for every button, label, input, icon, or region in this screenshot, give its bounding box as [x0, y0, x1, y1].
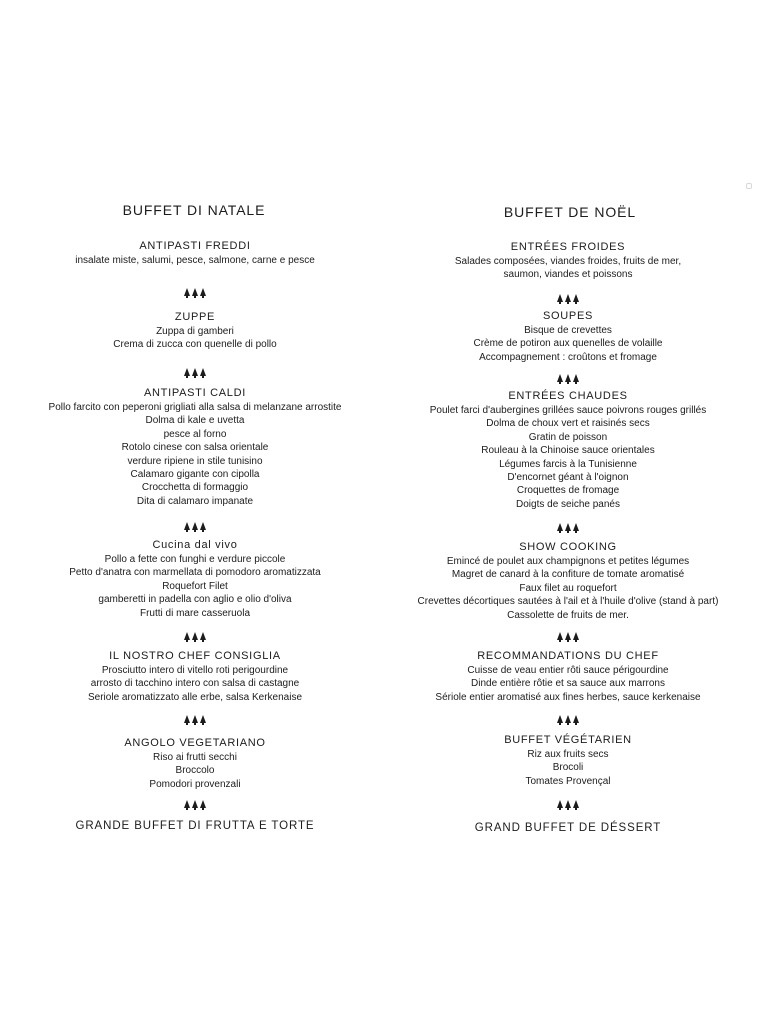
menu-item: Magret de canard à la confiture de tomate aromatisé	[451, 569, 685, 581]
menu-item: Pomodori provenzali	[149, 778, 241, 790]
menu-item: Calamaro gigante con cipolla	[130, 469, 260, 481]
section-entrees-froides	[398, 241, 738, 282]
menu-item: Crevettes décortiques sautées à l'ail et à l'huile d'olive (stand à part)	[417, 596, 719, 608]
fir-tree-icon	[184, 288, 190, 296]
fir-tree-icon	[557, 715, 563, 723]
tree-divider	[398, 370, 738, 382]
section-grand-buffet-dessert	[398, 822, 738, 836]
section-buffet-vegetarien	[398, 734, 738, 788]
fir-tree-icon	[557, 294, 563, 302]
menu-item: Gratin de poisson	[528, 431, 608, 443]
fir-tree-icon	[192, 368, 198, 376]
fir-tree-icon	[184, 715, 190, 723]
section-title: ZUPPE	[174, 311, 216, 323]
fir-tree-icon	[573, 523, 579, 531]
fir-tree-icon	[573, 374, 579, 382]
fir-tree-icon	[573, 715, 579, 723]
fir-tree-icon	[200, 288, 206, 296]
fir-tree-icon	[200, 715, 206, 723]
menu-item: Dolma di kale e uvetta	[145, 415, 245, 427]
tree-divider	[30, 284, 360, 296]
tree-divider	[398, 628, 738, 640]
fir-tree-icon	[573, 632, 579, 640]
fir-tree-icon	[184, 800, 190, 808]
menu-item: Bisque de crevettes	[524, 325, 612, 336]
menu-item: Frutti di mare casseruola	[139, 607, 251, 619]
menu-item: Légumes farcis à la Tunisienne	[499, 458, 637, 470]
section-title: RECOMMANDATIONS DU CHEF	[477, 650, 659, 662]
section-recommandations-chef	[398, 650, 738, 704]
section-entrees-chaudes	[398, 390, 738, 511]
fir-tree-icon	[565, 800, 571, 808]
fir-tree-icon	[184, 368, 190, 376]
fir-tree-icon	[557, 374, 563, 382]
menu-item: Pollo farcito con peperoni grigliati alla salsa di melanzane arrostite	[48, 402, 342, 413]
fir-tree-icon	[200, 522, 206, 530]
tree-divider	[30, 711, 360, 723]
menu-item: Cuisse de veau entier rôti sauce périgourdine	[467, 665, 669, 676]
fir-tree-icon	[192, 715, 198, 723]
section-title: SOUPES	[542, 310, 594, 322]
section-show-cooking	[398, 541, 738, 622]
section-chef-consiglia	[30, 650, 360, 704]
menu-item: Croquettes de fromage	[516, 485, 620, 497]
fir-tree-icon	[565, 632, 571, 640]
section-cucina-dal-vivo	[30, 539, 360, 620]
menu-item: Emincé de poulet aux champignons et petites légumes	[446, 556, 690, 567]
menu-item: Rouleau à la Chinoise sauce orientales	[481, 445, 655, 457]
section-soupes	[398, 310, 738, 364]
menu-item: Riz aux fruits secs	[527, 749, 609, 760]
menu-item: Dinde entière rôtie et sa sauce aux marrons	[471, 678, 665, 690]
menu-item: Dita di calamaro impanate	[136, 495, 254, 507]
fir-tree-icon	[192, 800, 198, 808]
fir-tree-icon	[557, 632, 563, 640]
fir-tree-icon	[557, 523, 563, 531]
page-corner-mark	[746, 183, 752, 189]
tree-divider	[398, 711, 738, 723]
menu-item: Poulet farci d'aubergines grillées sauce poivrons rouges grillés	[429, 405, 707, 416]
tree-divider	[30, 796, 360, 808]
menu-item: Doigts de seiche panés	[516, 498, 620, 510]
menu-item: Rotolo cinese con salsa orientale	[121, 442, 269, 454]
fir-tree-icon	[573, 800, 579, 808]
section-title: GRAND BUFFET DE DÉSSERT	[474, 822, 662, 834]
menu-item: Sériole entier aromatisé aux fines herbes, sauce kerkenaise	[435, 691, 701, 703]
section-title: SHOW COOKING	[519, 541, 617, 553]
section-title: ANGOLO VEGETARIANO	[124, 737, 266, 749]
fir-tree-icon	[565, 523, 571, 531]
menu-item: D'encornet géant à l'oignon	[507, 472, 629, 484]
fir-tree-icon	[565, 715, 571, 723]
menu-item: insalate miste, salumi, pesce, salmone, carne e pesce	[75, 255, 315, 266]
fir-tree-icon	[192, 632, 198, 640]
fir-tree-icon	[184, 522, 190, 530]
menu-item: Cassolette de fruits de mer.	[507, 609, 629, 621]
menu-item: Crocchetta di formaggio	[141, 482, 249, 494]
menu-item: Roquefort Filet	[162, 580, 228, 592]
menu-item: Faux filet au roquefort	[519, 582, 617, 594]
menu-item: Petto d'anatra con marmellata di pomodoro aromatizzata	[69, 567, 321, 579]
menu-item: Tomates Provençal	[525, 775, 611, 787]
fir-tree-icon	[565, 374, 571, 382]
menu-item: Seriole aromatizzato alle erbe, salsa Kerkenaise	[88, 691, 302, 703]
section-title: GRANDE BUFFET DI FRUTTA E TORTE	[75, 820, 315, 832]
menu-item: Prosciutto intero di vitello roti perigourdine	[101, 665, 289, 676]
tree-divider	[398, 519, 738, 531]
section-title: BUFFET VÉGÉTARIEN	[504, 734, 632, 746]
section-zuppe	[30, 311, 360, 352]
tree-divider	[398, 796, 738, 808]
section-title: ANTIPASTI CALDI	[144, 387, 246, 399]
fir-tree-icon	[200, 800, 206, 808]
section-buffet-frutta-torte	[30, 820, 360, 834]
section-antipasti-caldi	[30, 387, 360, 508]
fir-tree-icon	[573, 294, 579, 302]
menu-item: Crema di zucca con quenelle di pollo	[113, 339, 277, 351]
menu-item: Salades composées, viandes froides, fruits de mer,	[454, 256, 682, 267]
tree-divider	[30, 628, 360, 640]
section-angolo-vegetariano	[30, 737, 360, 791]
fir-tree-icon	[557, 800, 563, 808]
fir-tree-icon	[200, 368, 206, 376]
section-title: ENTRÉES CHAUDES	[508, 390, 628, 402]
italian-menu-title: BUFFET DI NATALE	[122, 202, 266, 218]
menu-item: Riso ai frutti secchi	[153, 752, 237, 763]
fir-tree-icon	[200, 632, 206, 640]
menu-item: verdure ripiene in stile tunisino	[127, 455, 263, 467]
menu-item: pesce al forno	[163, 428, 227, 440]
section-title: ENTRÉES FROIDES	[510, 241, 626, 253]
menu-item: Broccolo	[175, 765, 215, 777]
menu-item: gamberetti in padella con aglio e olio d'oliva	[98, 594, 292, 606]
tree-divider	[30, 364, 360, 376]
menu-item: Zuppa di gamberi	[156, 326, 234, 337]
section-antipasti-freddi	[30, 240, 360, 267]
menu-item: saumon, viandes et poissons	[503, 269, 633, 281]
menu-item: arrosto di tacchino intero con salsa di castagne	[90, 678, 300, 690]
menu-item: Brocoli	[552, 762, 584, 774]
tree-divider	[398, 290, 738, 302]
menu-item: Pollo a fette con funghi e verdure piccole	[104, 554, 286, 565]
fir-tree-icon	[184, 632, 190, 640]
fir-tree-icon	[565, 294, 571, 302]
menu-item: Dolma de choux vert et raisinés secs	[486, 418, 650, 430]
section-title: ANTIPASTI FREDDI	[139, 240, 251, 252]
tree-divider	[30, 518, 360, 530]
menu-item: Crème de potiron aux quenelles de volaille	[473, 338, 663, 350]
section-title: IL NOSTRO CHEF CONSIGLIA	[109, 650, 281, 662]
fir-tree-icon	[192, 288, 198, 296]
menu-item: Accompagnement : croûtons et fromage	[479, 351, 657, 363]
section-title: Cucina dal vivo	[152, 539, 238, 551]
fir-tree-icon	[192, 522, 198, 530]
french-menu-title: BUFFET DE NOËL	[503, 204, 637, 220]
